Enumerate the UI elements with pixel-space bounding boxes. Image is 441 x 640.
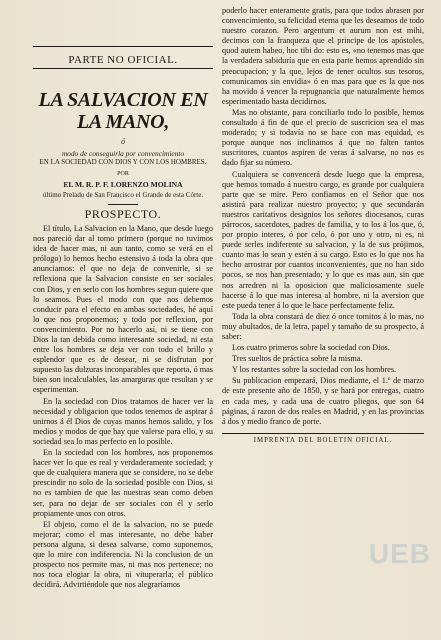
right-paragraph: Su publicacion empezará, Dios mediante, el 1.º de marzo de este presente año de 1850, y se hará por entregas, cuatro en cada mes, y cada una de cuatro pliegos, que son 64 páginas, á razon de dos reales en Madrid, y en las provincias á dos y medio franco de porte. bbox=[222, 376, 424, 426]
prospectus-heading: PROSPECTO. bbox=[84, 206, 162, 221]
right-paragraph: poderlo hacer enteramente gratis, para que todos abrasen por convencimiento, su felicidad eterna que les deseamos de todo nuestro corazon. Pero argentum et aurum non est mihi, decimos con la franqueza que el principe de los apóstoles, quod autem habeo, hoc tibi do: esto es, «no tenemos mas que la verdadera sabiduría que en esta parte hemos aprendido sin preocupacion; y la que, lejos de tener ocultos sus tesoros, comunicamos sin envidia» ó en mas para que es la que nos ha movido á vencer la repugnancia que naturalmente hemos esperimentado hasta decidirnos. bbox=[222, 6, 424, 106]
right-paragraph: Mas no obstante, para conciliarlo todo lo posible, hemos consultado á fin de que el precio de suscricion sea el mas moderado; y si todavía no se hace con mas equidad, es porque aunque nos inclinamos á que no falten tantos suscritores, cuantos aspiren de veras á salvarse, no nos es dado fijar su número. bbox=[222, 107, 424, 168]
footer-rule bbox=[222, 433, 424, 434]
left-column bbox=[33, 6, 213, 591]
author-name: EL M. R. P. F. LORENZO MOLINA bbox=[63, 180, 183, 190]
book-subtitle: modo de conseguirla por convencimiento bbox=[61, 149, 185, 159]
book-subtitle-2: EN LA SOCIEDAD CON DIOS Y CON LOS HOMBRES. bbox=[39, 158, 207, 167]
right-paragraph: Tres sueltos de práctica sobre la misma. bbox=[232, 354, 363, 364]
title-conjunction: ó bbox=[121, 137, 125, 147]
left-paragraph: En la sociedad con Dios tratamos de hacer ver la necesidad y obligacion que todos tenemos de aspirar á unirnos á él Dios de cuyas manos hemos salido, y los medios y modos de que hay que valerse para ello, y su sociedad sea lo mas perfecto en lo posible. bbox=[33, 396, 213, 446]
left-paragraph: En la sociedad con los hombres, nos proponemos hacer ver lo que es real y verdaderamente sociedad; y que de cualquiera manera que se considere, no se debe prescindir no solo de la sociedad posible con Dios, si no es tambien de que las nuestras sean como deben ser, para no dejar de ser sociales con él y serlo propiamente unos con otros. bbox=[33, 448, 213, 518]
printer-imprint: IMPRENTA DEL BOLETIN OFICIAL. bbox=[253, 436, 393, 444]
right-paragraph: Toda la obra constará de diez ó once tomitos á lo mas, no muy abultados, de la letra, papel y tamaño de su prospecto, á saber: bbox=[222, 311, 424, 341]
right-paragraph: Cualquiera se convencerá desde luego que la empresa, que hemos tomado á nuestro cargo, es grande por cualquiera parte que se mire. Pero confiamos en el Señor que nos asistirá para realizar nuestro proyecto; y que secundarán nuestros caritativos designios los señores diocesanos, curas párrocos, sacerdotes, padres de familia, y to los á los que, ó, por propio interes, ó por celo, ó por uno y otro, ni es, ni puede serles indiferente su salvacion, y la de sus prójimos, cuanto mas lo sean y estén á su cargo. Esto es lo que nos ha hecho arrostrar por cuantos inconvenientes, que no han sido pocos, se nos han presentado; y lo que es mas aun, sin que nos arredren ni la oposicion que maliciosamente suele hacerse á lo que mas interesa al hombre, ni la aversion que este pueda tener á lo que le hace perfectamente feliz. bbox=[222, 169, 424, 310]
left-paragraph: El objeto, como el de la salvacion, no se puede mejorar; como el mas interesante, no debe haber persona alguna, si desea salvarse, como suponemos, que lo mire con indiferencia. Ni la conclusion de un prospecto nos permite mas, ni mas nos pertenece; no nos toca elogiar la obra, ni vituperarla; el público decidirá. Advirtiéndole que nos alegraríamos bbox=[33, 519, 213, 590]
library-watermark: UEB bbox=[368, 538, 431, 569]
by-label: POR bbox=[117, 171, 129, 178]
author-role: último Prelado de San Francisco el Grande de esta Córte. bbox=[42, 191, 204, 200]
book-title: LA SALVACION EN LA MANO, bbox=[38, 89, 208, 134]
section-label: PARTE NO OFICIAL. bbox=[33, 46, 213, 69]
divider bbox=[108, 204, 138, 205]
left-paragraph: El título, La Salvacion en la Mano, que desde luego nos pareció dar al tomo primero (porque no tuvimos idea de hacer mas, ni aun tanto, como se verá en el prólogo) lo hemos hecho estensivo á toda la obra que anunciamos: el que no deja de convenirle, si se reflexiona que la Salvacion consiste en ser sociales con Dios, y en serlo con los hombres segun quiere que lo seamos. Pues el modo con que nos debemos conducir para el efecto en ambas sociedades, hé aquí lo que nos proponemos; y todo por reflexion, por convencimiento. Por no hacerlo así, ni se tiene con Dios la tan debida como interesante sociedad, ni esta entre los hombres se deja ver con todo el brillo y esplendor que es de desear, ni se disfrutan por supuesto las dulzuras inconparables que reporta, ó mas bien son incalculables, las amarguras que resultan y se esperimentan. bbox=[33, 223, 213, 395]
right-paragraph: Y los restantes sobre la sociedad con los hombres. bbox=[232, 365, 397, 375]
right-paragraph: Los cuatro primeros sobre la sociedad con Dios. bbox=[232, 343, 390, 353]
right-column bbox=[222, 6, 424, 446]
